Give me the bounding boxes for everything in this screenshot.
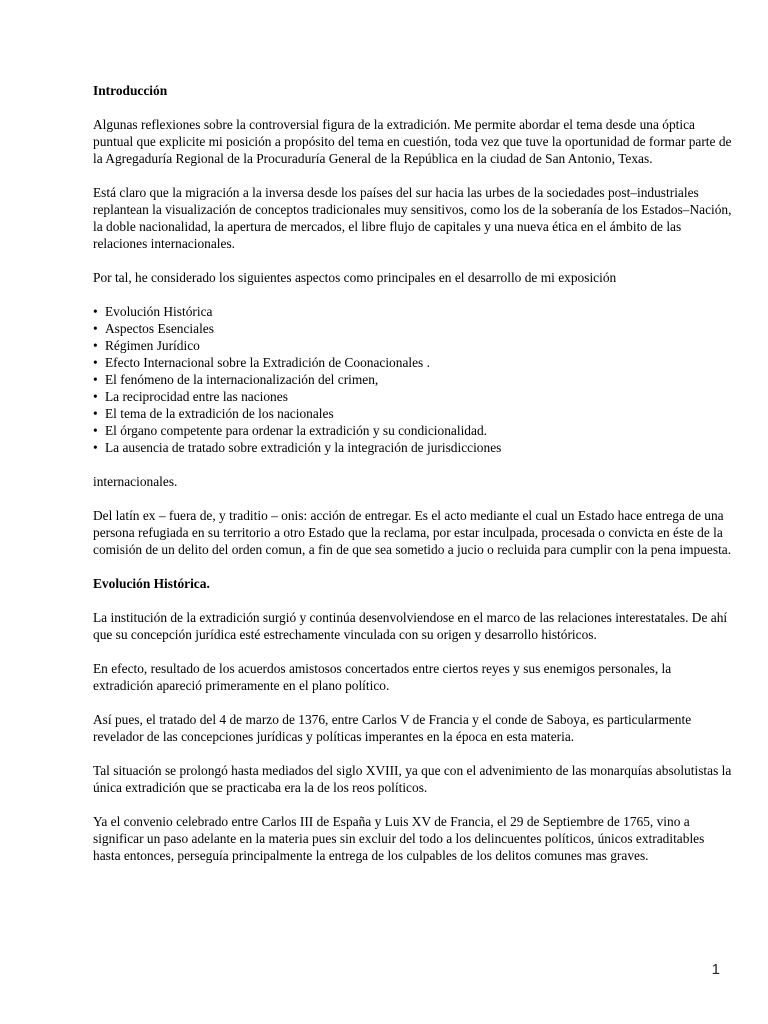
list-item [93, 371, 733, 388]
list-item [93, 439, 733, 456]
list-item [93, 337, 733, 354]
aspects-list [93, 303, 733, 456]
list-item-text: Evolución Histórica [105, 304, 213, 319]
bullet-icon: • [93, 355, 98, 370]
bullet-icon: • [93, 338, 98, 353]
document-page [93, 82, 733, 864]
paragraph-intro-2: Está claro que la migración a la inversa desde los países del sur hacia las urbes de la sociedades post–industriales replantean la visualización de conceptos tradicionales muy sensitivos, como los de la soberanía de los Estados–Nación, la doble nacionalidad, la apertura de mercados, el libre flujo de capitales y una nueva ética en el ámbito de las relaciones internacionales. [93, 185, 732, 251]
heading-introduccion: Introducción [93, 83, 168, 98]
list-item-text: La ausencia de tratado sobre extradición y la integración de jurisdicciones [105, 440, 502, 455]
list-item-text: Régimen Jurídico [105, 338, 200, 353]
paragraph-evolution-5: Ya el convenio celebrado entre Carlos III de España y Luis XV de Francia, el 29 de Septiembre de 1765, vino a significar un paso adelante en la materia pues sin excluir del todo a los delincuentes políticos, únicos extraditables hasta entonces, perseguía principalmente la entrega de los culpables de los delitos comunes mas graves. [93, 814, 705, 863]
list-item [93, 422, 733, 439]
paragraph-evolution-3: Así pues, el tratado del 4 de marzo de 1376, entre Carlos V de Francia y el conde de Saboya, es particularmente revelador de las concepciones jurídicas y políticas imperantes en la época en esta materia. [93, 712, 692, 744]
bullet-icon: • [93, 372, 98, 387]
list-item-text: El tema de la extradición de los nacionales [105, 406, 334, 421]
page-number: 1 [711, 961, 720, 978]
list-item [93, 354, 733, 371]
bullet-icon: • [93, 321, 98, 336]
paragraph-definition: Del latín ex – fuera de, y traditio – onis: acción de entregar. Es el acto mediante el cual un Estado hace entrega de una persona refugiada en su territorio a otro Estado que la reclama, por estar inculpada, procesada o convicta en éste de la comisión de un delito del orden comun, a fin de que sea sometido a jucio o recluida para cumplir con la pena impuesta. [93, 508, 732, 557]
list-item [93, 320, 733, 337]
list-continuation: internacionales. [93, 474, 178, 489]
list-item-text: El fenómeno de la internacionalización del crimen, [105, 372, 379, 387]
bullet-icon: • [93, 304, 98, 319]
list-item [93, 303, 733, 320]
paragraph-intro-3: Por tal, he considerado los siguientes aspectos como principales en el desarrollo de mi exposición [93, 270, 617, 285]
list-item-text: Aspectos Esenciales [105, 321, 214, 336]
list-item [93, 405, 733, 422]
heading-evolucion-historica: Evolución Histórica. [93, 576, 210, 591]
paragraph-evolution-1: La institución de la extradición surgió y continúa desenvolviendose en el marco de las relaciones interestatales. De ahí que su concepción jurídica esté estrechamente vinculada con su origen y desarrollo históricos. [93, 610, 728, 642]
paragraph-intro-1: Algunas reflexiones sobre la controversial figura de la extradición. Me permite abordar el tema desde una óptica puntual que explicite mi posición a propósito del tema en cuestión, toda vez que tuve la oportunidad de formar parte de la Agregaduría Regional de la Procuraduría General de la República en la ciudad de San Antonio, Texas. [93, 117, 732, 166]
paragraph-evolution-4: Tal situación se prolongó hasta mediados del siglo XVIII, ya que con el advenimiento de las monarquías absolutistas la única extradición que se practicaba era la de los reos políticos. [93, 763, 732, 795]
list-item-text: El órgano competente para ordenar la extradición y su condicionalidad. [105, 423, 487, 438]
bullet-icon: • [93, 406, 98, 421]
paragraph-evolution-2: En efecto, resultado de los acuerdos amistosos concertados entre ciertos reyes y sus enemigos personales, la extradición apareció primeramente en el plano político. [93, 661, 672, 693]
bullet-icon: • [93, 423, 98, 438]
bullet-icon: • [93, 440, 98, 455]
list-item [93, 388, 733, 405]
list-item-text: Efecto Internacional sobre la Extradición de Coonacionales . [105, 355, 430, 370]
bullet-icon: • [93, 389, 98, 404]
list-item-text: La reciprocidad entre las naciones [105, 389, 288, 404]
